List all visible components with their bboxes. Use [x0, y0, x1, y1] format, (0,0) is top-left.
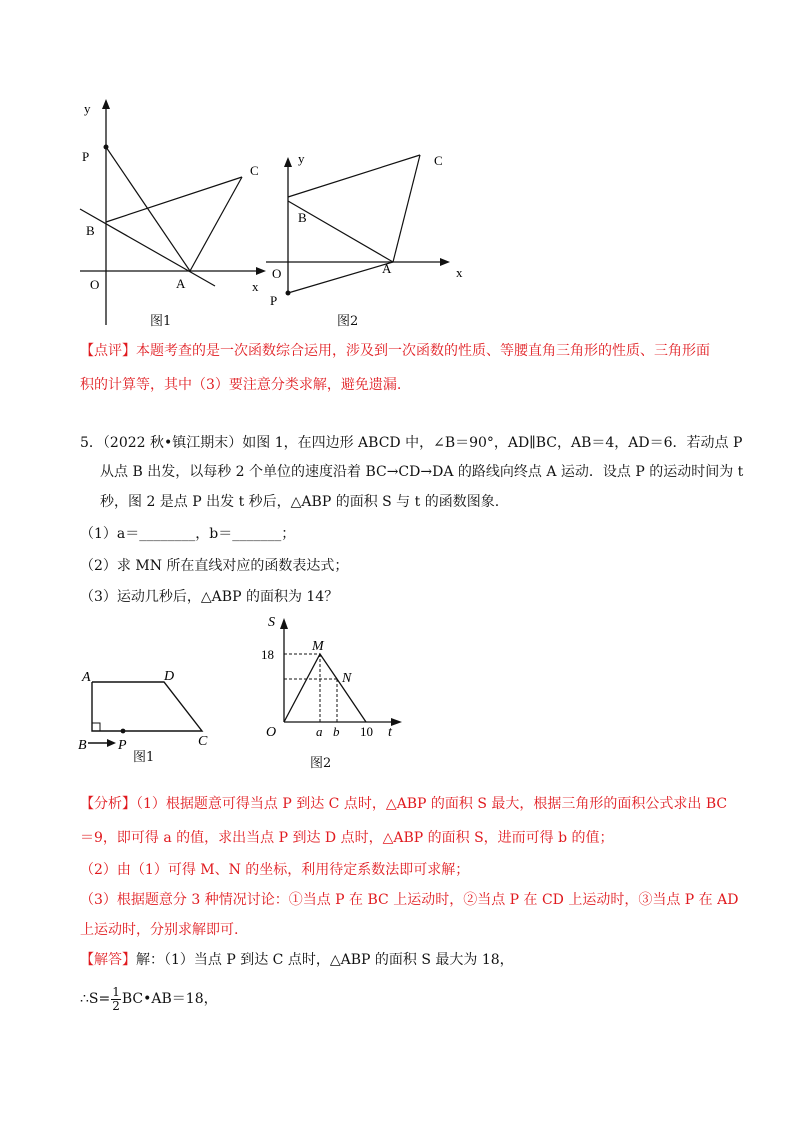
- graph-b-label: b: [333, 724, 340, 739]
- trap-p-label: P: [118, 738, 127, 753]
- problem-question-2: （2）求 MN 所在直线对应的函数表达式；: [80, 558, 349, 574]
- trap-c-label: C: [198, 734, 208, 749]
- fig1-a-label: A: [176, 276, 186, 291]
- problem-question-1: （1）a＝________，b＝_______；: [80, 526, 296, 542]
- top-figure-1: [70, 95, 280, 330]
- trap-b-label: B: [78, 738, 87, 753]
- analysis-tag: 【分析】: [80, 796, 136, 812]
- graph-10-label: 10: [360, 724, 373, 739]
- comment-text-1: 本题考查的是一次函数综合运用，涉及到一次函数的性质、等腰直角三角形的性质、三角形面: [136, 343, 710, 359]
- fig1-y-label: y: [84, 101, 91, 116]
- fraction-one-half: [111, 986, 121, 1013]
- graph-m-label: M: [312, 639, 324, 654]
- answer-tag: 【解答】: [80, 952, 136, 968]
- fig1-b-label: B: [86, 223, 95, 238]
- fig2-b-label: B: [298, 210, 307, 225]
- comment-tag: 【点评】: [80, 343, 136, 359]
- comment-line-1: [80, 341, 740, 361]
- fig1-o-label: O: [90, 277, 100, 292]
- graph-o-label: O: [266, 725, 277, 740]
- analysis-line-3: （2）由（1）可得 M、N 的坐标，利用待定系数法即可求解；: [80, 862, 470, 878]
- answer-line-2: [80, 984, 740, 1014]
- top-fig1-caption: 图1: [150, 314, 172, 329]
- top-figure-2: [258, 145, 478, 305]
- graph-s-label: S: [268, 615, 275, 630]
- fig2-a-label: A: [382, 261, 392, 276]
- trap-d-label: D: [164, 669, 175, 684]
- fig1-c-label: C: [250, 163, 259, 178]
- fig2-p-label: P: [270, 293, 278, 305]
- answer-text-1: 解：（1）当点 P 到达 C 点时，△ABP 的面积 S 最大为 18，: [136, 952, 514, 968]
- fig2-o-label: O: [272, 266, 282, 281]
- fig2-y-label: y: [298, 151, 305, 166]
- problem-line-3: 秒，图 2 是点 P 出发 t 秒后，△ABP 的面积 S 与 t 的函数图象.: [100, 494, 500, 510]
- analysis-line-1: [80, 794, 740, 814]
- answer-line-1: [80, 950, 740, 970]
- trap-a-label: A: [82, 670, 91, 685]
- answer-line2-post: BC•AB＝18，: [121, 991, 218, 1007]
- problem-line-1: 5．（2022 秋•镇江期末）如图 1，在四边形 ABCD 中，∠B＝90°，AD∥BC，AB＝4，AD＝6．若动点 P: [80, 435, 743, 451]
- answer-line2-pre: ∴S=: [80, 991, 111, 1007]
- analysis-line-2: ＝9，即可得 a 的值，求出当点 P 到达 D 点时，△ABP 的面积 S，进而可得 b 的值；: [80, 830, 614, 846]
- top-fig2-caption: 图2: [337, 314, 359, 329]
- problem-question-3: （3）运动几秒后，△ABP 的面积为 14？: [80, 589, 339, 605]
- comment-line-2: 积的计算等，其中（3）要注意分类求解，避免遗漏.: [80, 377, 402, 393]
- fraction-denominator: 2: [112, 998, 120, 1013]
- analysis-line-5: 上运动时，分别求解即可.: [80, 922, 239, 938]
- fig1-p-label: P: [82, 149, 90, 164]
- trapezoid-figure: [76, 665, 226, 755]
- analysis-line-4: （3）根据题意分 3 种情况讨论：①当点 P 在 BC 上运动时，②当点 P 在 CD 上运动时，③当点 P 在 AD: [80, 892, 739, 908]
- area-graph: [258, 612, 408, 742]
- graph-n-label: N: [342, 671, 352, 686]
- problem-line-2: 从点 B 出发，以每秒 2 个单位的速度沿着 BC→CD→DA 的路线向终点 A 运动．设点 P 的运动时间为 t: [100, 464, 744, 480]
- mid-fig2-caption: 图2: [310, 756, 332, 771]
- fig2-c-label: C: [434, 153, 443, 168]
- analysis-text-1: （1）根据题意可得当点 P 到达 C 点时，△ABP 的面积 S 最大，根据三角形的面积公式求出 BC: [136, 796, 728, 812]
- graph-a-label: a: [316, 724, 323, 739]
- mid-fig1-caption: 图1: [133, 750, 155, 765]
- fraction-numerator: 1: [112, 984, 120, 999]
- fig1-x-label: x: [252, 279, 259, 294]
- fig2-x-label: x: [456, 265, 463, 280]
- graph-18-label: 18: [261, 647, 274, 662]
- graph-t-label: t: [388, 725, 392, 740]
